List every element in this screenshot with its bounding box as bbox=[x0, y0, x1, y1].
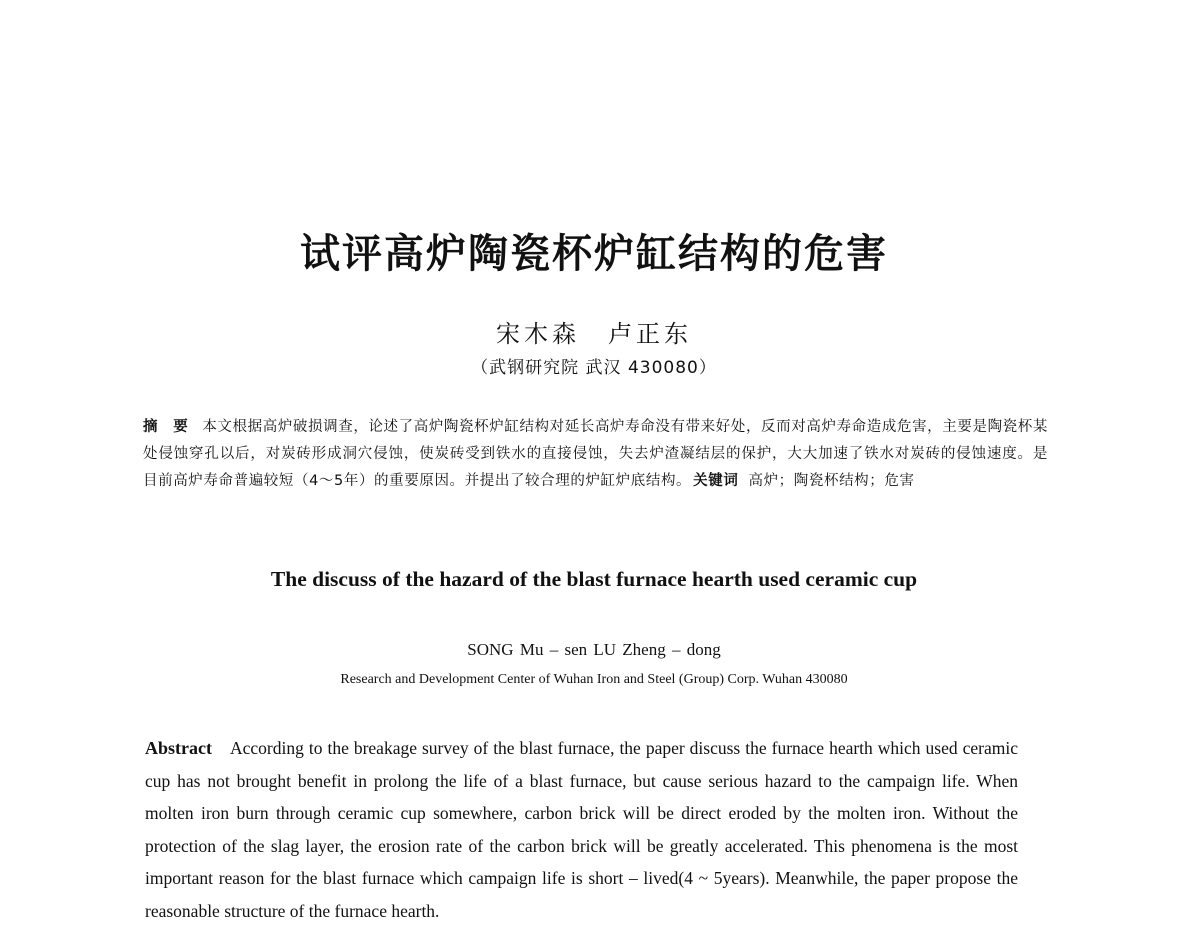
chinese-abstract-text: 本文根据高炉破损调查，论述了高炉陶瓷杯炉缸结构对延长高炉寿命没有带来好处，反而对高炉寿命造成危害，主要是陶瓷杯某处侵蚀穿孔以后，对炭砖形成洞穴侵蚀，使炭砖受到铁水的直接侵蚀，失去炉渣凝结层的保护，大大加速了铁水对炭砖的侵蚀速度。是目前高炉寿命普遍较短（4～5年）的重要原因。并提出了较合理的炉缸炉底结构。 bbox=[143, 419, 1048, 489]
english-title: The discuss of the hazard of the blast furnace hearth used ceramic cup bbox=[270, 567, 918, 591]
english-abstract-text: According to the breakage survey of the blast furnace, the paper discuss the furnace hearth which used ceramic cup has not brought benefit in prolong the life of a blast furnace, but cause serious hazard to the campaign life. When molten iron burn through ceramic cup somewhere, carbon brick will be direct eroded by the molten iron. Without the protection of the slag layer, the erosion rate of the carbon brick will be greatly accelerated. This phenomena is the most important reason for the blast furnace which campaign life is short – lived(4 ~ 5years). Meanwhile, the paper propose the reasonable structure of the furnace hearth. bbox=[145, 738, 1018, 921]
chinese-keywords-label: 关键词 bbox=[693, 473, 739, 489]
english-authors: SONG Mu – sen LU Zheng – dong bbox=[467, 640, 721, 659]
chinese-authors: 宋木森 卢正东 bbox=[496, 320, 692, 348]
chinese-title: 试评高炉陶瓷杯炉缸结构的危害 bbox=[300, 231, 888, 277]
english-affiliation: Research and Development Center of Wuhan Iron and Steel (Group) Corp. Wuhan 430080 bbox=[340, 672, 848, 687]
chinese-abstract bbox=[143, 414, 1048, 495]
chinese-abstract-label: 摘 要 bbox=[143, 419, 189, 435]
english-abstract bbox=[145, 732, 1018, 927]
chinese-keywords: 高炉；陶瓷杯结构；危害 bbox=[748, 473, 915, 489]
chinese-affiliation: （武钢研究院 武汉 430080） bbox=[471, 358, 717, 378]
english-abstract-label: Abstract bbox=[145, 738, 212, 758]
